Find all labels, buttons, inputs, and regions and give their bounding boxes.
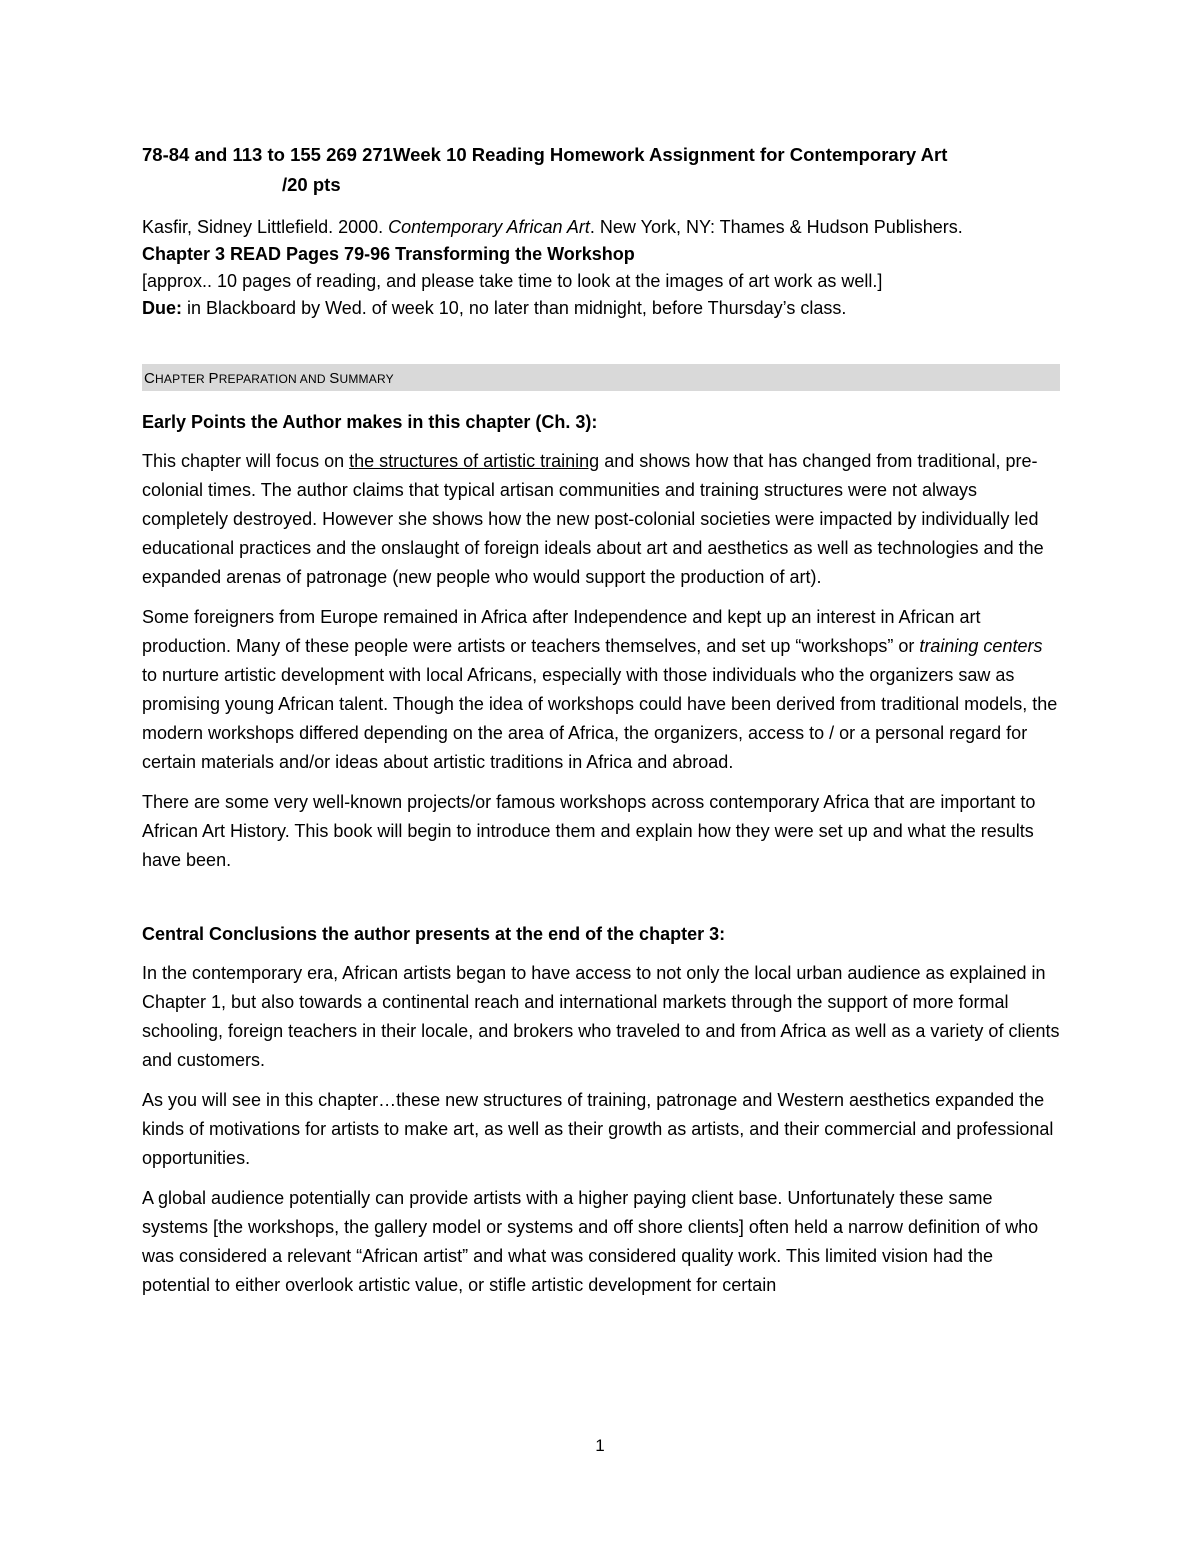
underlined-phrase: the structures of artistic training — [349, 451, 600, 471]
points-label: /20 pts — [282, 174, 341, 195]
page-number: 1 — [595, 1436, 605, 1455]
approx-note: [approx.. 10 pages of reading, and please take time to look at the images of art work as well.] — [142, 271, 883, 291]
document-content — [142, 140, 1060, 1300]
citation-author: Kasfir, Sidney Littlefield. 2000. — [142, 217, 389, 237]
assignment-title: 78-84 and 113 to 155 269 271Week 10 Reading Homework Assignment for Contemporary Art — [142, 144, 948, 165]
citation — [142, 214, 1060, 241]
early-points-heading: Early Points the Author makes in this chapter (Ch. 3): — [142, 412, 598, 432]
due-text: in Blackboard by Wed. of week 10, no later than midnight, before Thursday’s class. — [182, 298, 847, 318]
central-paragraph-3: A global audience potentially can provide artists with a higher paying client base. Unfortunately these same systems [the workshops, the gallery model or systems and off shore clients] often held a narrow definition of who was considered a relevant “African artist” and what was considered quality work. This limited vision had the potential to either overlook artistic value, or stifle artistic development for certain — [142, 1188, 1039, 1295]
chapter-line: Chapter 3 READ Pages 79-96 Transforming the Workshop — [142, 244, 635, 264]
central-paragraph-1: In the contemporary era, African artists began to have access to not only the local urban audience as explained in Chapter 1, but also towards a continental reach and international markets through the support of more formal schooling, foreign teachers in their locale, and brokers who traveled to and from Africa as well as a variety of clients and customers. — [142, 963, 1060, 1070]
early-paragraph-1: This chapter will focus on the structures of artistic training and shows how that has changed from traditional, pre-colonial times. The author claims that typical artisan communities and training structures were not always completely destroyed. However she shows how the new post-colonial societies were impacted by individually led educational practices and the onslaught of foreign ideals about art and aesthetics as well as technologies and the expanded arenas of patronage (new people who would support the production of art). — [142, 451, 1044, 587]
due-line — [142, 295, 1060, 322]
citation-publisher: . New York, NY: Thames & Hudson Publishers. — [589, 217, 963, 237]
italic-phrase: training centers — [919, 636, 1043, 656]
central-conclusions-heading: Central Conclusions the author presents at the end of the chapter 3: — [142, 924, 726, 944]
section-header: CHAPTER PREPARATION AND SUMMARY — [142, 364, 1060, 391]
citation-book-title: Contemporary African Art — [388, 217, 590, 237]
early-paragraph-2: Some foreigners from Europe remained in Africa after Independence and kept up an interest in African art production. Many of these people were artists or teachers themselves, and set up “workshops” or training centers to nurture artistic development with local Africans, especially with those individuals who the organizers saw as promising young African talent. Though the idea of workshops could have been derived from traditional models, the modern workshops differed depending on the area of Africa, the organizers, access to / or a personal regard for certain materials and/or ideas about artistic traditions in Africa and abroad. — [142, 607, 1058, 772]
early-paragraph-3: There are some very well-known projects/or famous workshops across contemporary Africa that are important to African Art History. This book will begin to introduce them and explain how they were set up and what the results have been. — [142, 792, 1036, 870]
central-paragraph-2: As you will see in this chapter…these new structures of training, patronage and Western aesthetics expanded the kinds of motivations for artists to make art, as well as their growth as artists, and their commercial and professional opportunities. — [142, 1090, 1054, 1168]
due-label: Due: — [142, 298, 182, 318]
